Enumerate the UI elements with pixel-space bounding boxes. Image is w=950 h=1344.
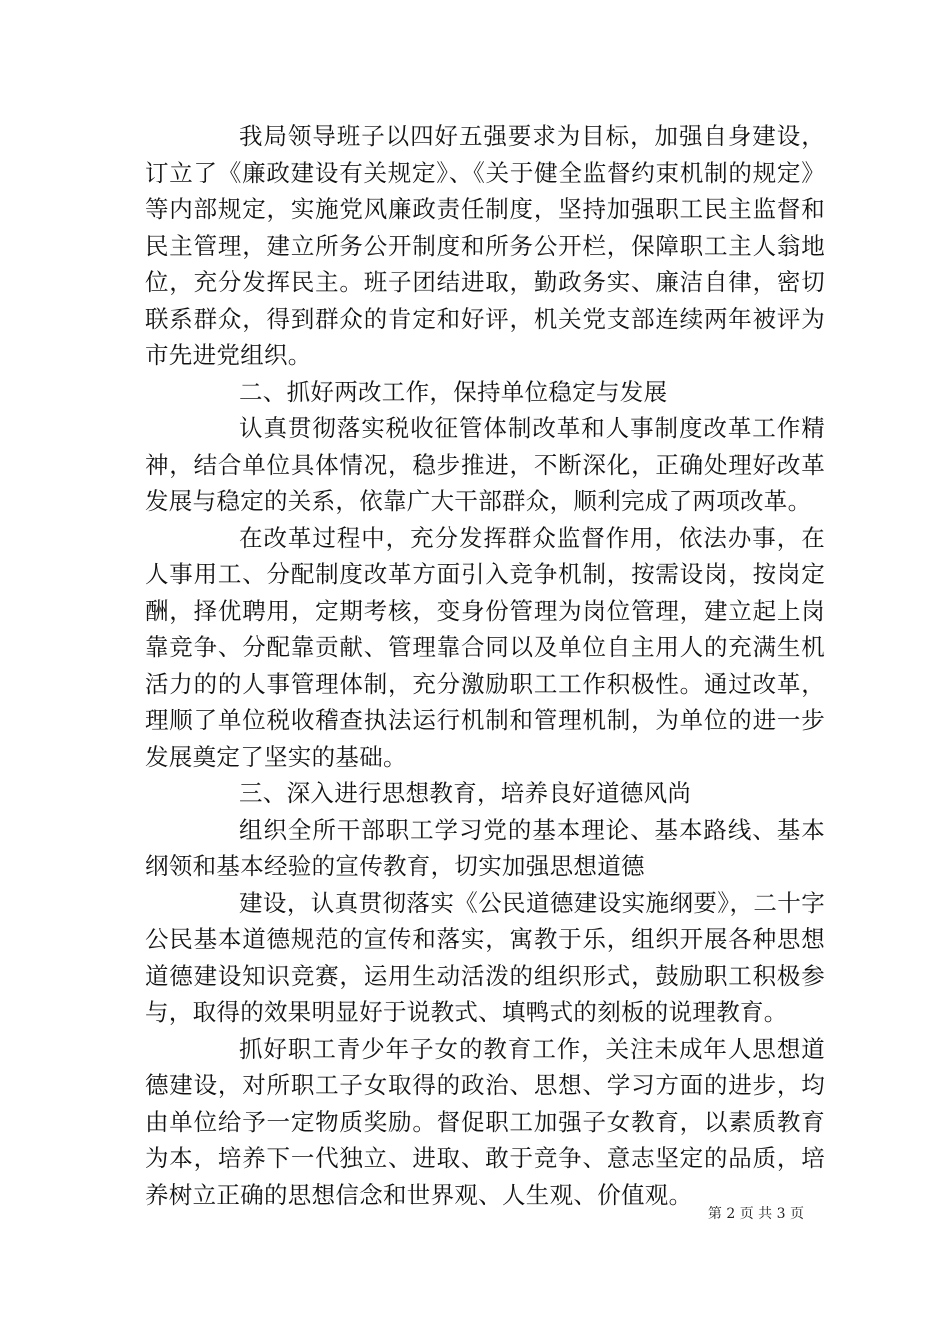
page-number-footer: 第 2 页 共 3 页 xyxy=(707,1206,804,1222)
paragraph-reform-implementation: 认真贯彻落实税收征管体制改革和人事制度改革工作精神，结合单位具体情况，稳步推进，不断深化，正确处理好改革发展与稳定的关系，依靠广大干部群众，顺利完成了两项改革。 xyxy=(145,414,825,515)
document-body xyxy=(145,118,825,1213)
paragraph-leadership: 我局领导班子以四好五强要求为目标，加强自身建设，订立了《廉政建设有关规定》、《关于健全监督约束机制的规定》等内部规定，实施党风廉政责任制度，坚持加强职工民主监督和民主管理，建立所务公开制度和所务公开栏，保障职工主人翁地位，充分发挥民主。班子团结进取，勤政务实、廉洁自律，密切联系群众，得到群众的肯定和好评，机关党支部连续两年被评为市先进党组织。 xyxy=(145,122,825,369)
section-heading-two-reforms: 二、抓好两改工作，保持单位稳定与发展 xyxy=(239,377,668,406)
section-heading-ideological-education: 三、深入进行思想教育，培养良好道德风尚 xyxy=(239,779,692,807)
paragraph-moral-construction: 建设，认真贯彻落实《公民道德建设实施纲要》，二十字公民基本道德规范的宣传和落实，寓教于乐，组织开展各种思想道德建设知识竞赛，运用生动活泼的组织形式，鼓励职工积极参与，取得的效果明显好于说教式、填鸭式的刻板的说理教育。 xyxy=(145,888,825,1026)
paragraph-youth-education: 抓好职工青少年子女的教育工作，关注未成年人思想道德建设，对所职工子女取得的政治、思想、学习方面的进步，均由单位给予一定物质奖励。督促职工加强子女教育，以素质教育为本，培养下一代独立、进取、敢于竞争、意志坚定的品质，培养树立正确的思想信念和世界观、人生观、价值观。 xyxy=(145,1034,825,1209)
paragraph-reform-process: 在改革过程中，充分发挥群众监督作用，依法办事，在人事用工、分配制度改革方面引入竞争机制，按需设岗，按岗定酬，择优聘用，定期考核，变身份管理为岗位管理，建立起上岗靠竞争、分配靠贡献、管理靠合同以及单位自主用人的充满生机活力的的人事管理体制，充分激励职工工作积极性。通过改革，理顺了单位税收稽查执法运行机制和管理机制，为单位的进一步发展奠定了坚实的基础。 xyxy=(145,523,825,771)
paragraph-study-organization: 组织全所干部职工学习党的基本理论、基本路线、基本纲领和基本经验的宣传教育，切实加强思想道德 xyxy=(145,815,825,880)
